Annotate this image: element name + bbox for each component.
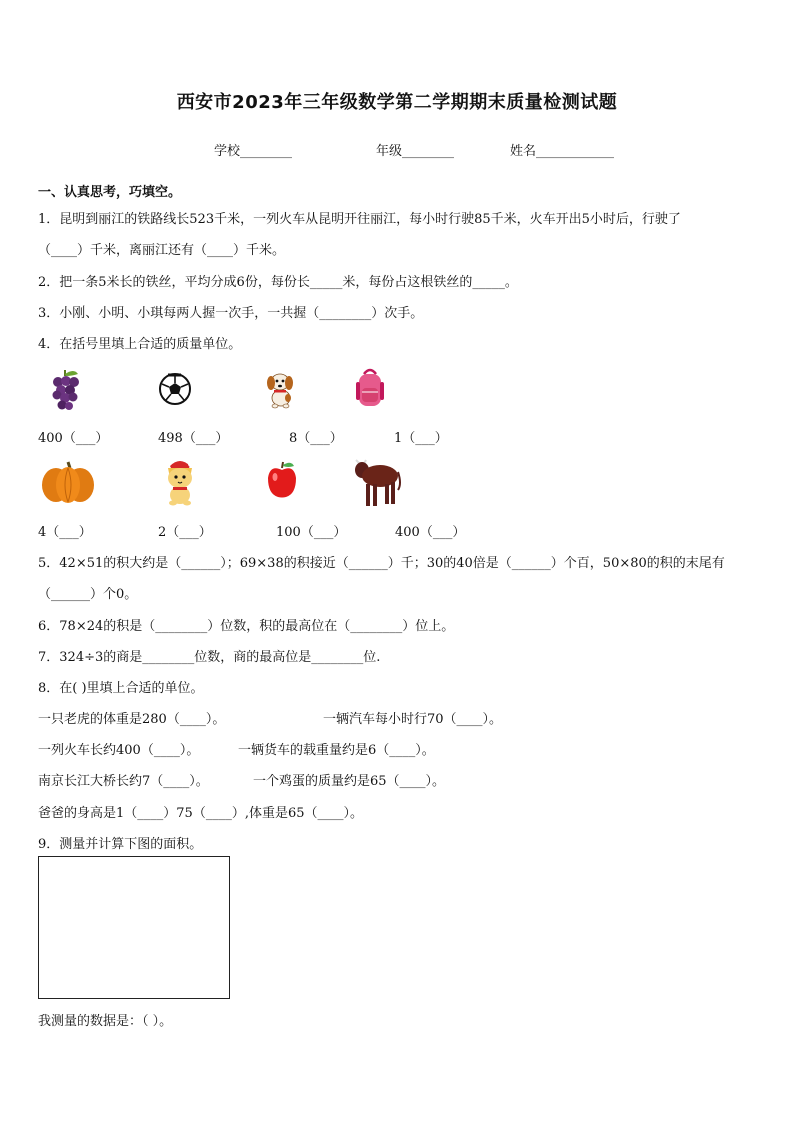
section-heading: 一、认真思考，巧填空。 <box>38 185 182 200</box>
weight-label: 8（___） <box>289 431 343 446</box>
question-8-item: 一辆汽车每小时行70（____）。 <box>323 712 503 727</box>
weight-label: 4（___） <box>38 525 92 540</box>
question-5-line-2: （______）个0。 <box>38 587 138 602</box>
question-1-line-2: （____）千米，离丽江还有（____）千米。 <box>38 243 286 258</box>
weight-label: 1（___） <box>394 431 448 446</box>
question-1-line-1: 1．昆明到丽江的铁路线长523千米，一列火车从昆明开往丽江，每小时行驶85千米，火车开出5小时后，行驶了 <box>38 212 681 227</box>
question-8-item: 爸爸的身高是1（____）75（____）,体重是65（____）。 <box>38 806 363 821</box>
weight-label: 2（___） <box>158 525 212 540</box>
measurement-answer: 我测量的数据是：（ ）。 <box>38 1014 173 1029</box>
question-9: 9．测量并计算下图的面积。 <box>38 837 203 852</box>
puppy-icon <box>262 370 298 410</box>
question-8-item: 南京长江大桥长约7（____）。 <box>38 774 209 789</box>
weight-label: 400（___） <box>395 525 466 540</box>
kitten-icon <box>158 458 202 506</box>
weight-label: 100（___） <box>276 525 347 540</box>
grapes-icon <box>48 368 82 412</box>
apple-icon <box>264 460 300 500</box>
pumpkin-icon <box>40 458 96 504</box>
question-8-item: 一只老虎的体重是280（____）。 <box>38 712 226 727</box>
weight-label: 498（___） <box>158 431 229 446</box>
question-8-item: 一个鸡蛋的质量约是65（____）。 <box>253 774 446 789</box>
question-5-line-1: 5．42×51的积大约是（______）；69×38的积接近（______）千；30的40倍是（______）个百，50×80的积的末尾有 <box>38 556 725 571</box>
question-4: 4．在括号里填上合适的质量单位。 <box>38 337 242 352</box>
question-8-item: 一辆货车的载重量约是6（____）。 <box>238 743 435 758</box>
backpack-icon <box>354 366 386 410</box>
question-7: 7．324÷3的商是________位数，商的最高位是________位. <box>38 650 381 665</box>
question-6: 6．78×24的积是（________）位数，积的最高位在（________）位上。 <box>38 619 455 634</box>
question-8: 8．在( )里填上合适的单位。 <box>38 681 204 696</box>
measure-rectangle <box>38 856 230 999</box>
soccer-ball-icon <box>158 372 192 406</box>
question-8-item: 一列火车长约400（____）。 <box>38 743 200 758</box>
question-2: 2．把一条5米长的铁丝，平均分成6份，每份长_____米，每份占这根铁丝的_____。 <box>38 275 518 290</box>
cow-icon <box>352 454 402 510</box>
weight-label: 400（___） <box>38 431 109 446</box>
grade-field: 年级________ <box>376 144 455 159</box>
page-title: 西安市2023年三年级数学第二学期期末质量检测试题 <box>176 92 618 113</box>
name-field: 姓名____________ <box>510 144 615 159</box>
question-3: 3．小刚、小明、小琪每两人握一次手，一共握（________）次手。 <box>38 306 424 321</box>
school-field: 学校________ <box>214 144 293 159</box>
